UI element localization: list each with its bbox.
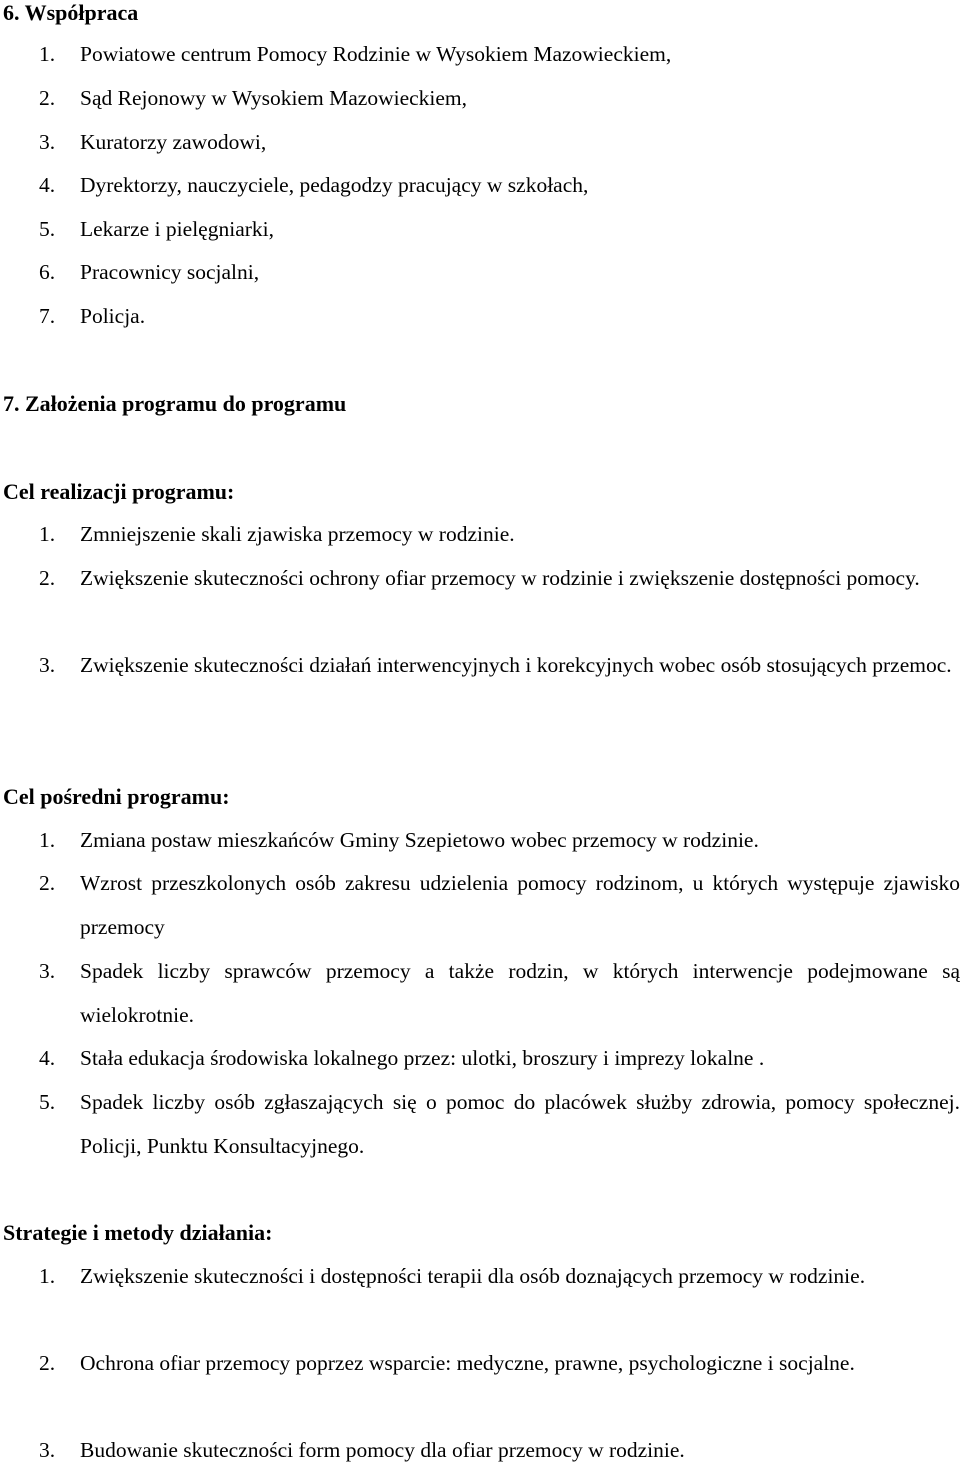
list-number: 2. <box>39 86 56 110</box>
list-item <box>39 1036 960 1080</box>
list-text: Stała edukacja środowiska lokalnego przez: ulotki, broszury i imprezy lokalne . <box>80 1046 765 1070</box>
list-text: Kuratorzy zawodowi, <box>80 130 267 154</box>
list-number: 1. <box>39 42 56 66</box>
list-number: 3. <box>39 653 56 677</box>
list-text: Zmiana postaw mieszkańców Gminy Szepietowo wobec przemocy w rodzinie. <box>80 828 759 852</box>
list-text: Pracownicy socjalni, <box>80 260 260 284</box>
list-number: 1. <box>39 1264 56 1288</box>
list-item <box>39 32 960 76</box>
list-item <box>39 643 960 687</box>
list-number: 5. <box>39 217 56 241</box>
list-number: 3. <box>39 130 56 154</box>
list-item <box>39 1428 960 1472</box>
list-text: Sąd Rejonowy w Wysokiem Mazowieckiem, <box>80 86 468 110</box>
list-text: Budowanie skuteczności form pomocy dla ofiar przemocy w rodzinie. <box>80 1438 685 1462</box>
list-text: Zwiększenie skuteczności i dostępności terapii dla osób doznających przemocy w rodzinie. <box>80 1264 866 1288</box>
strategie-heading: Strategie i metody działania: <box>3 1220 273 1245</box>
list-text: Wzrost przeszkolonych osób zakresu udzielenia pomocy rodzinom, u których występuje zjawisko przemocy <box>80 871 960 939</box>
list-number: 3. <box>39 1438 56 1462</box>
list-text: Powiatowe centrum Pomocy Rodzinie w Wysokiem Mazowieckiem, <box>80 42 672 66</box>
list-item <box>39 556 960 600</box>
list-text: Lekarze i pielęgniarki, <box>80 217 274 241</box>
list-item <box>39 163 960 207</box>
list-text: Dyrektorzy, nauczyciele, pedagodzy pracujący w szkołach, <box>80 173 589 197</box>
list-number: 2. <box>39 871 56 895</box>
list-item <box>39 207 960 251</box>
list-item <box>39 1080 960 1168</box>
list-number: 1. <box>39 522 56 546</box>
list-item <box>39 818 960 862</box>
list-number: 1. <box>39 828 56 852</box>
list-text: Spadek liczby osób zgłaszających się o pomoc do placówek służby zdrowia, pomocy społecznej. Policji, Punktu Konsultacyjnego. <box>80 1090 960 1158</box>
list-number: 3. <box>39 959 56 983</box>
list-text: Zwiększenie skuteczności ochrony ofiar przemocy w rodzinie i zwiększenie dostępności pomocy. <box>80 566 920 590</box>
list-text: Zwiększenie skuteczności działań interwencyjnych i korekcyjnych wobec osób stosujących przemoc. <box>80 653 952 677</box>
list-item <box>39 76 960 120</box>
list-number: 7. <box>39 304 56 328</box>
list-item <box>39 250 960 294</box>
cel-posredni-heading: Cel pośredni programu: <box>3 784 230 809</box>
list-number: 2. <box>39 1351 56 1375</box>
list-item <box>39 512 960 556</box>
list-number: 5. <box>39 1090 56 1114</box>
list-item <box>39 120 960 164</box>
list-item <box>39 1254 960 1298</box>
list-number: 2. <box>39 566 56 590</box>
section-6-heading: 6. Współpraca <box>3 0 139 25</box>
list-text: Spadek liczby sprawców przemocy a także rodzin, w których interwencje podejmowane są wielokrotnie. <box>80 959 960 1027</box>
list-item <box>39 1341 960 1385</box>
section-7-heading: 7. Założenia programu do programu <box>3 391 347 416</box>
list-number: 4. <box>39 1046 56 1070</box>
list-item <box>39 294 960 338</box>
list-text: Zmniejszenie skali zjawiska przemocy w rodzinie. <box>80 522 515 546</box>
list-item <box>39 861 960 949</box>
list-text: Policja. <box>80 304 146 328</box>
list-text: Ochrona ofiar przemocy poprzez wsparcie: medyczne, prawne, psychologiczne i socjalne. <box>80 1351 855 1375</box>
list-number: 4. <box>39 173 56 197</box>
list-item <box>39 949 960 1037</box>
cel-realizacji-heading: Cel realizacji programu: <box>3 479 235 504</box>
list-number: 6. <box>39 260 56 284</box>
